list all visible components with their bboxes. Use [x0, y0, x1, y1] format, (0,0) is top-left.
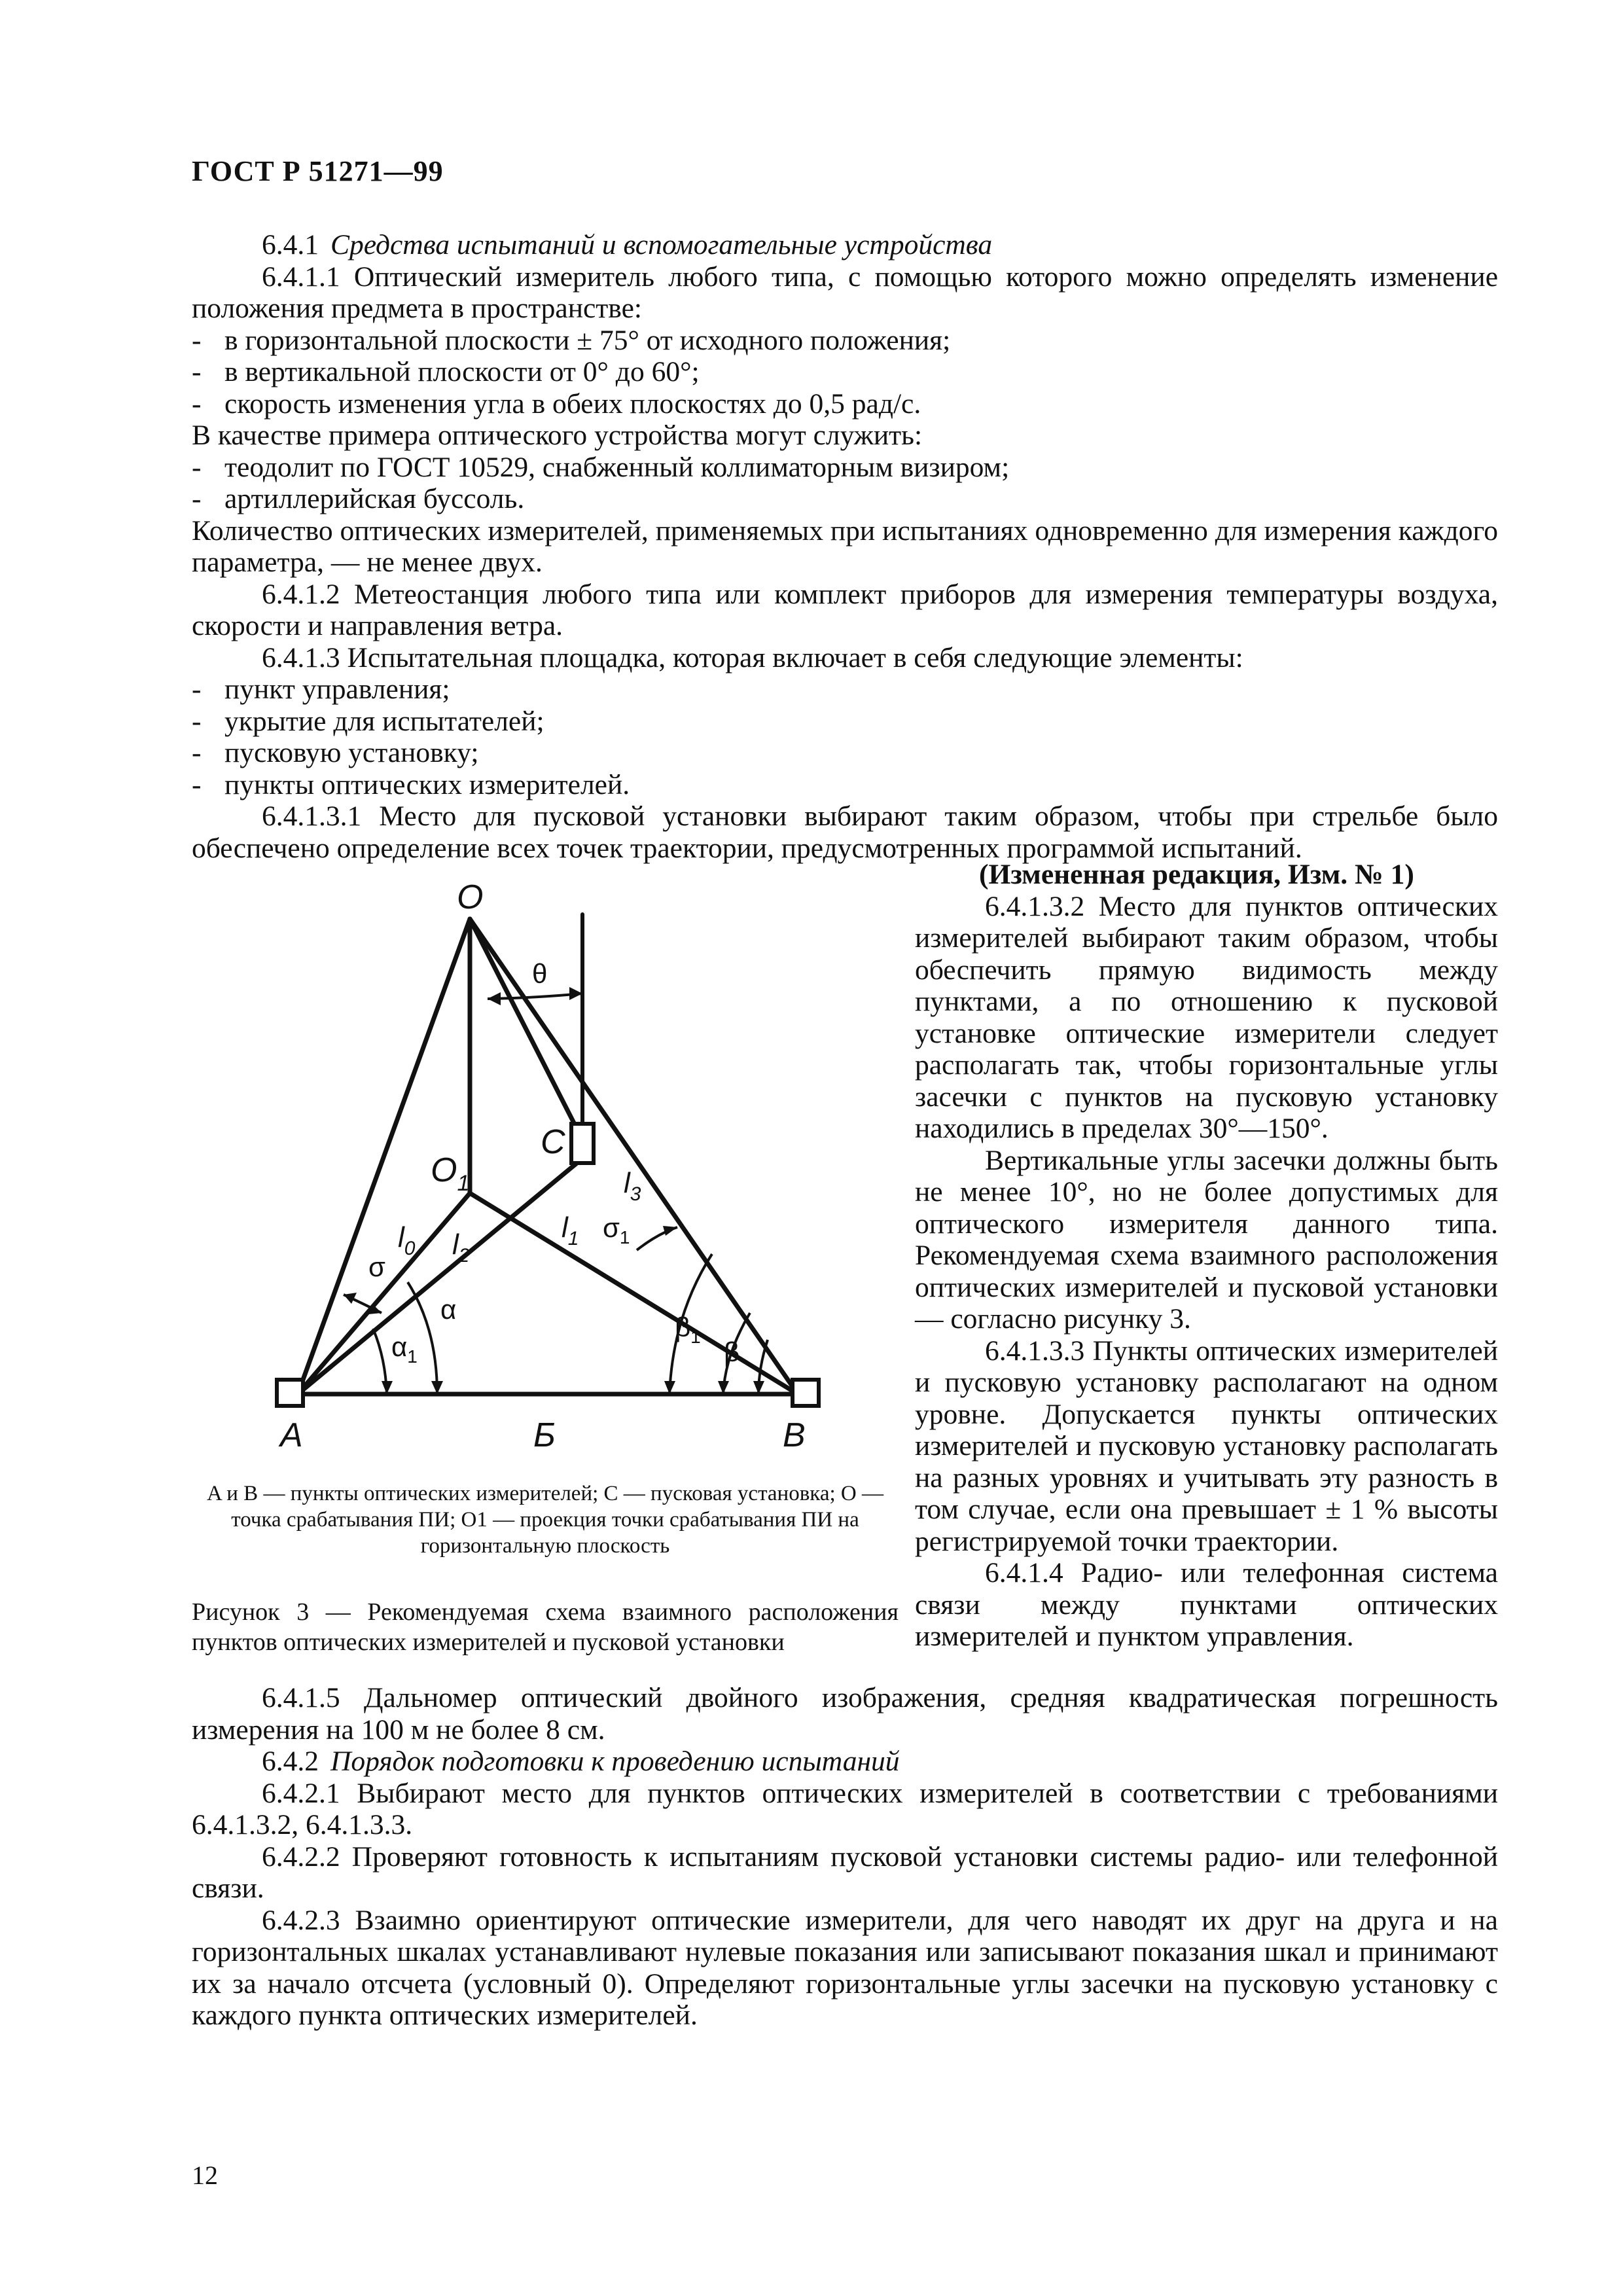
paragraph-6-4-1-1: 6.4.1.1 Оптический измеритель любого типа, с помощью которого можно определять изменение положения предмета в пространстве: [192, 260, 1498, 324]
label-subscript: 1 [407, 1346, 418, 1367]
label-l2 [452, 1229, 470, 1266]
figure-title: Рисунок 3 — Рекомендуемая схема взаимного расположения пунктов оптических измерителей и пусковой установки [192, 1598, 899, 1656]
label-text: σ [603, 1212, 620, 1243]
label-subscript: 1 [690, 1327, 701, 1347]
list-item: - в горизонтальной плоскости ± 75° от исходного положения; [192, 325, 1498, 357]
launcher-C-box [571, 1124, 594, 1163]
label-text: l [398, 1221, 404, 1253]
label-theta: θ [532, 958, 548, 989]
paragraph-6-4-2-1: 6.4.2.1 Выбирают место для пунктов оптических измерителей в соответствии с требованиями 6.4.1.3.2, 6.4.1.3.3. [192, 1777, 1498, 1840]
figure-3-diagram [192, 870, 899, 1473]
list-item: - пункт управления; [192, 673, 1498, 706]
list-item: - укрытие для испытателей; [192, 706, 1498, 738]
paragraph-vertical-angles: Вертикальные углы засечки должны быть не менее 10°, но не более допустимых для оптического измерителя данного типа. Рекомендуемая схема взаимного расположения оптических измерителей и пусковой установки — согласно рисунку 3. [915, 1144, 1498, 1335]
right-column-text [915, 859, 1498, 1653]
paragraph-6-4-1-4: 6.4.1.4 Радио- или телефонная система связи между пунктами оптических измерителей и пунктом управления. [915, 1557, 1498, 1652]
heading-6-4-1 [192, 229, 1498, 261]
paragraph-quantity: Количество оптических измерителей, применяемых при испытаниях одновременно для измерения каждого параметра, — не менее двух. [192, 514, 1498, 578]
arrowhead [344, 1293, 357, 1304]
section-6-4-1 [192, 229, 1498, 864]
paragraph-6-4-1-3-3: 6.4.1.3.3 Пункты оптических измерителей и пусковую установку располагают на одном уровне. Допускается пункты оптических измерителей и пусковую установку располагать на разных уровнях и учитывать эту разность в том случае, если она превышает ± 1 % высоты регистрируемой точки траектории. [915, 1335, 1498, 1557]
label-subscript: 1 [567, 1228, 579, 1249]
label-text: l [624, 1167, 630, 1199]
line-O1-B [470, 1193, 798, 1394]
label-beta1 [675, 1312, 701, 1347]
section-6-4-2 [192, 1682, 1498, 2032]
paragraph-6-4-1-2: 6.4.1.2 Метеостанция любого типа или комплект приборов для измерения температуры воздуха, скорости и направления ветра. [192, 578, 1498, 641]
line-O-C [470, 919, 587, 1149]
label-text: β [675, 1312, 691, 1342]
label-subscript: 1 [457, 1171, 470, 1196]
line-O-B [470, 919, 798, 1394]
label-subscript: 3 [630, 1183, 641, 1205]
paragraph-6-4-1-3-2: 6.4.1.3.2 Место для пунктов оптических измерителей выбирают таким образом, чтобы обеспечить прямую видимость между пунктами, а по отношению к пусковой установке оптические измерители следует располагать так, чтобы горизонтальные углы засечки с пунктов на пусковую установку находились в пределах 30°—150°. [915, 890, 1498, 1144]
station-B-box [793, 1380, 819, 1406]
label-l1 [562, 1211, 579, 1249]
label-text: l [452, 1229, 459, 1261]
list-item: - в вертикальной плоскости от 0° до 60°; [192, 356, 1498, 388]
list-item: - артиллерийская буссоль. [192, 483, 1498, 515]
label-A: A [280, 1416, 303, 1454]
arrowhead [488, 992, 501, 1005]
document-header: ГОСТ Р 51271—99 [192, 155, 444, 187]
section-number: 6.4.1 [262, 229, 319, 260]
page-number: 12 [192, 2161, 218, 2190]
label-subscript: 2 [458, 1245, 470, 1266]
label-alpha1 [391, 1331, 418, 1367]
amendment-note: (Измененная редакция, Изм. № 1) [979, 859, 1414, 890]
paragraph-6-4-2-3: 6.4.2.3 Взаимно ориентируют оптические измерители, для чего наводят их друг на друга и на горизонтальных шкалах устанавливают нулевые показания или записывают показания шкал и принимают их за начало отсчета (условный 0). Определяют горизонтальные углы засечки на пусковую установку с каждого пункта оптических измерителей. [192, 1904, 1498, 2031]
paragraph-6-4-1-5: 6.4.1.5 Дальномер оптический двойного изображения, средняя квадратическая погрешность измерения на 100 м не более 8 см. [192, 1682, 1498, 1746]
label-B: B [783, 1416, 806, 1454]
list-item: - теодолит по ГОСТ 10529, снабженный коллиматорным визиром; [192, 452, 1498, 484]
paragraph-6-4-1-3-1: 6.4.1.3.1 Место для пусковой установки выбирают таким образом, чтобы при стрельбе было обеспечено определение всех точек траектории, предусмотренных программой испытаний. [192, 800, 1498, 864]
label-text: α [391, 1331, 408, 1362]
station-A-box [277, 1380, 303, 1406]
label-O: O [457, 878, 484, 916]
paragraph-6-4-1-3: 6.4.1.3 Испытательная площадка, которая включает в себя следующие элементы: [262, 641, 1243, 673]
label-beta: β [724, 1336, 740, 1367]
label-O1 [431, 1151, 469, 1196]
paragraph-examples-intro: В качестве примера оптического устройства могут служить: [192, 420, 923, 451]
label-subscript: 1 [619, 1227, 630, 1247]
label-text: l [562, 1211, 568, 1244]
label-l3 [624, 1167, 641, 1205]
label-text: O [431, 1151, 457, 1189]
label-sigma: σ [368, 1251, 385, 1282]
label-sigma1 [603, 1212, 630, 1247]
label-base: Б [533, 1416, 556, 1454]
label-C: C [541, 1123, 565, 1161]
list-item: - скорость изменения угла в обеих плоскостях до 0,5 рад/с. [192, 388, 1498, 420]
theta-arc [488, 994, 582, 999]
section-title: Порядок подготовки к проведению испытаний [330, 1746, 900, 1777]
heading-6-4-2 [192, 1746, 1498, 1778]
triangulation-diagram [192, 870, 899, 1473]
arrowhead [663, 1226, 677, 1236]
label-alpha: α [440, 1294, 457, 1325]
list-item: - пусковую установку; [192, 737, 1498, 769]
list-item: - пункты оптических измерителей. [192, 769, 1498, 801]
label-l0 [398, 1221, 416, 1259]
figure-legend: A и B — пункты оптических измерителей; C — пусковая установка; O — точка срабатывания ПИ; O1 — проекция точки срабатывания ПИ на горизонтальную плоскость [207, 1482, 883, 1558]
label-subscript: 0 [404, 1238, 416, 1259]
section-title: Средства испытаний и вспомогательные устройства [330, 229, 993, 260]
paragraph-6-4-2-2: 6.4.2.2 Проверяют готовность к испытаниям пусковой установки системы радио- или телефонной связи. [192, 1840, 1498, 1904]
section-number: 6.4.2 [262, 1746, 319, 1777]
